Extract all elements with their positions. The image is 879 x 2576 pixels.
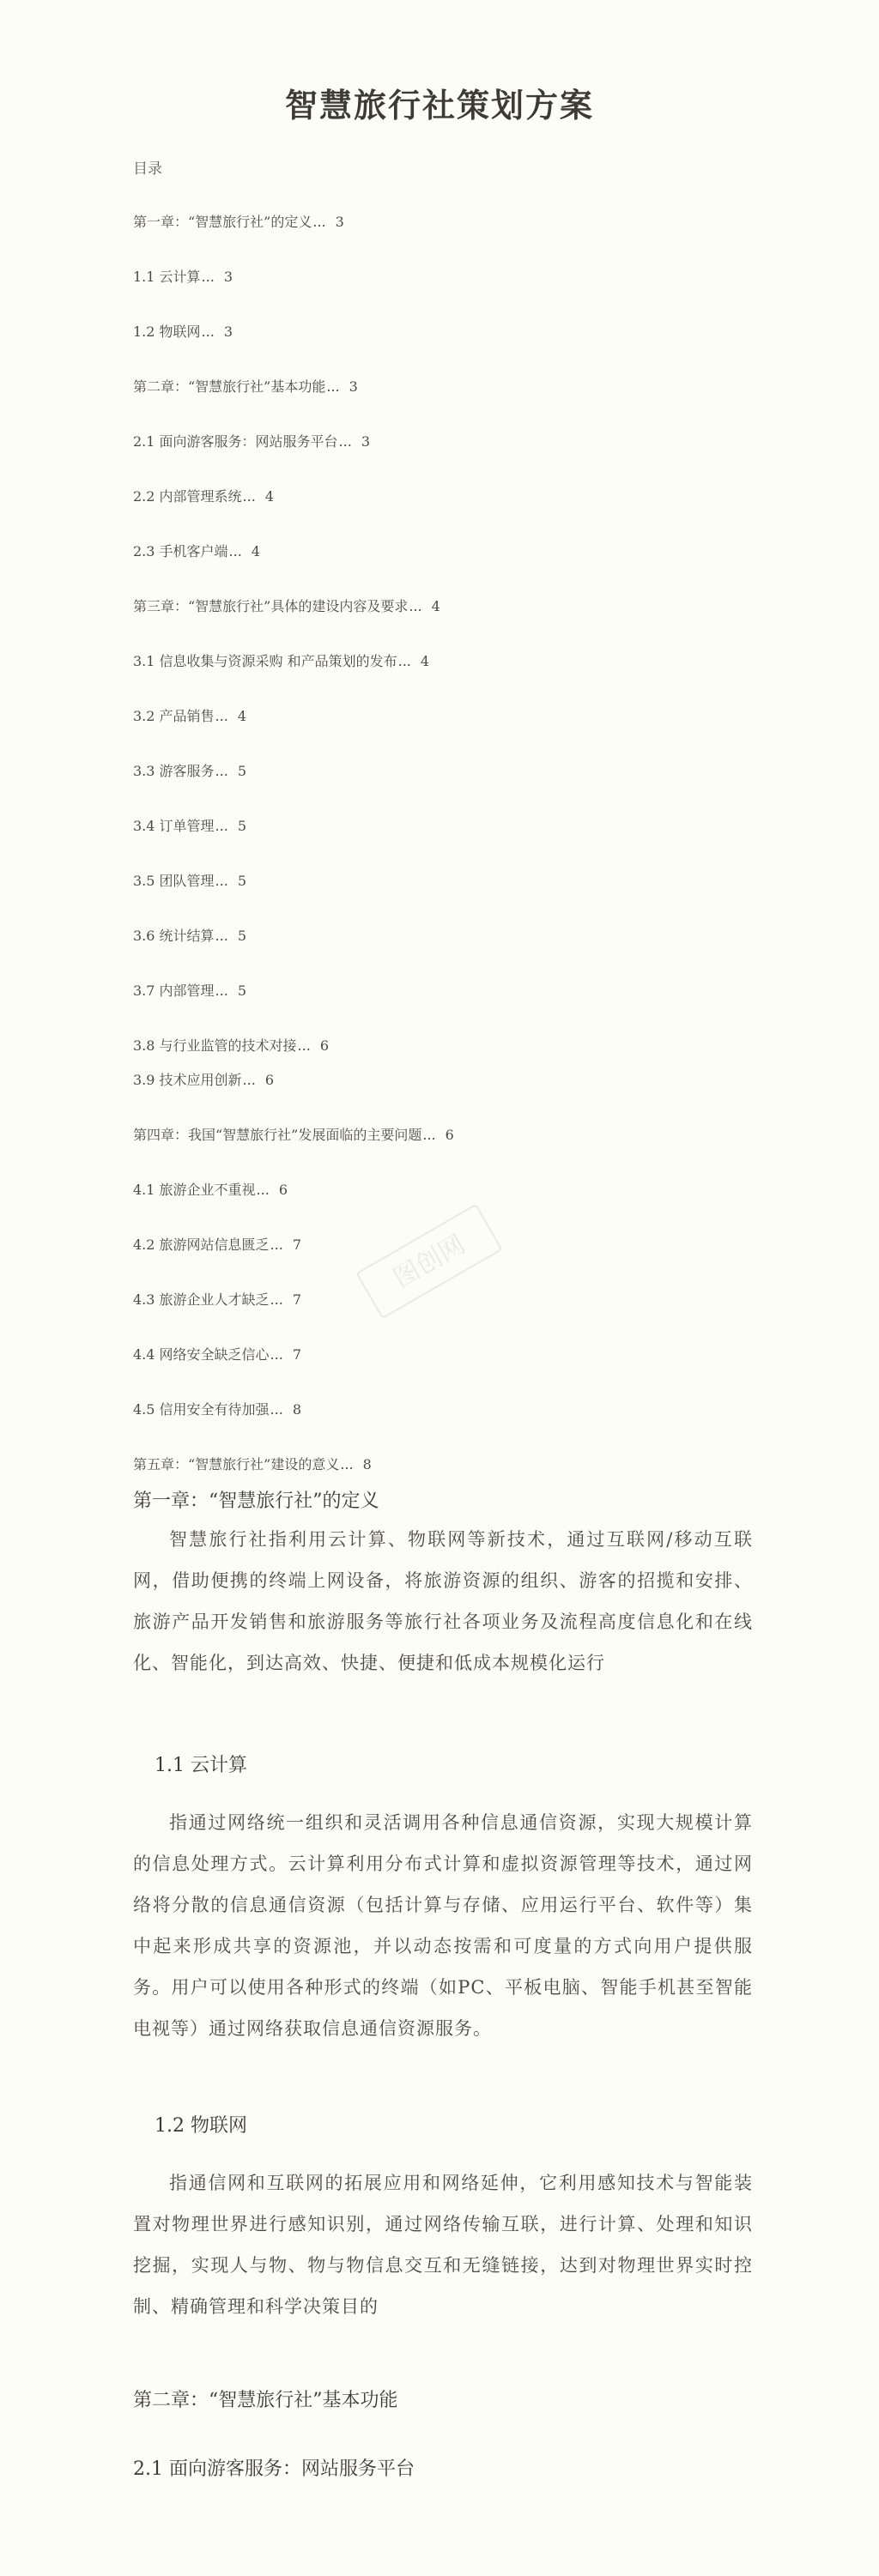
toc-dots: ... xyxy=(270,1401,283,1418)
toc-entry-label: 3.3 游客服务 xyxy=(133,763,215,779)
toc-entry-label: 3.2 产品销售 xyxy=(133,708,215,724)
chapter-2-heading: 第二章：“智慧旅行社”基本功能 xyxy=(133,2390,398,2411)
toc-dots: ... xyxy=(340,1456,354,1472)
toc-dots: ... xyxy=(242,1072,256,1088)
toc-dots: ... xyxy=(242,488,256,505)
toc-entry-label: 2.1 面向游客服务：网站服务平台 xyxy=(133,433,338,450)
toc-entry-4-1[interactable] xyxy=(133,1179,288,1199)
toc-entry-label: 2.2 内部管理系统 xyxy=(133,488,242,505)
chapter-1-heading: 第一章：“智慧旅行社”的定义 xyxy=(133,1491,379,1512)
toc-entry-label: 4.4 网络安全缺乏信心 xyxy=(133,1346,270,1363)
toc-entry-label: 3.1 信息收集与资源采购 和产品策划的发布 xyxy=(133,653,397,669)
toc-page-number: 5 xyxy=(237,928,246,944)
toc-entry-label: 3.6 统计结算 xyxy=(133,928,215,944)
toc-entry-label: 1.1 云计算 xyxy=(133,269,201,285)
toc-entry-ch2[interactable] xyxy=(133,376,358,396)
toc-page-number: 7 xyxy=(292,1346,301,1363)
toc-page-number: 3 xyxy=(223,269,233,285)
toc-dots: ... xyxy=(326,378,340,395)
toc-dots: ... xyxy=(270,1237,283,1253)
toc-page-number: 4 xyxy=(420,653,430,669)
toc-page-number: 3 xyxy=(361,433,370,450)
toc-dots: ... xyxy=(270,1346,283,1363)
watermark-text: 图创网 xyxy=(388,1229,470,1295)
toc-page-number: 8 xyxy=(292,1401,301,1418)
toc-entry-3-1[interactable] xyxy=(133,650,429,670)
toc-dots: ... xyxy=(215,983,228,999)
toc-label: 目录 xyxy=(133,160,162,178)
toc-entry-2-2[interactable] xyxy=(133,486,274,505)
toc-entry-label: 第三章：“智慧旅行社”具体的建设内容及要求 xyxy=(133,598,409,614)
toc-entry-3-9[interactable] xyxy=(133,1069,274,1089)
toc-entry-4-4[interactable] xyxy=(133,1344,301,1364)
section-1-2-paragraph: 指通信网和互联网的拓展应用和网络延伸，它利用感知技术与智能装置对物理世界进行感知识别，通过网络传输互联，进行计算、处理和知识挖掘，实现人与物、物与物信息交互和无缝链接，达到对物理世界实时控制、精确管理和科学决策目的 xyxy=(133,2173,753,2317)
toc-entry-3-3[interactable] xyxy=(133,760,246,780)
toc-entry-label: 4.3 旅游企业人才缺乏 xyxy=(133,1291,270,1308)
toc-page-number: 6 xyxy=(445,1127,454,1143)
toc-entry-label: 第五章：“智慧旅行社”建设的意义 xyxy=(133,1456,340,1472)
toc-entry-label: 2.3 手机客户端 xyxy=(133,543,228,559)
toc-entry-1-2[interactable] xyxy=(133,321,233,341)
toc-entry-label: 4.1 旅游企业不重视 xyxy=(133,1182,256,1198)
toc-entry-label: 第四章：我国“智慧旅行社”发展面临的主要问题 xyxy=(133,1127,422,1143)
toc-entry-4-3[interactable] xyxy=(133,1289,301,1309)
chapter-1-paragraph: 智慧旅行社指利用云计算、物联网等新技术，通过互联网/移动互联网，借助便携的终端上网设备，将旅游资源的组织、游客的招揽和安排、旅游产品开发销售和旅游服务等旅行社各项业务及流程高度信息化和在线化、智能化，到达高效、快捷、便捷和低成本规模化运行 xyxy=(133,1529,753,1673)
toc-entry-label: 3.8 与行业监管的技术对接 xyxy=(133,1037,297,1054)
toc-dots: ... xyxy=(215,763,228,779)
toc-entry-2-3[interactable] xyxy=(133,541,260,560)
toc-entry-3-8[interactable] xyxy=(133,1035,329,1055)
toc-dots: ... xyxy=(201,324,215,340)
toc-dots: ... xyxy=(215,708,228,724)
toc-entry-label: 3.9 技术应用创新 xyxy=(133,1072,242,1088)
toc-dots: ... xyxy=(228,543,242,559)
toc-entry-label: 4.2 旅游网站信息匮乏 xyxy=(133,1237,270,1253)
section-1-1-heading: 1.1 云计算 xyxy=(155,1755,247,1776)
section-2-1-heading: 2.1 面向游客服务：网站服务平台 xyxy=(133,2458,415,2480)
toc-entry-ch3[interactable] xyxy=(133,596,440,615)
toc-page-number: 4 xyxy=(431,598,440,614)
toc-dots: ... xyxy=(215,928,228,944)
toc-entry-3-5[interactable] xyxy=(133,870,246,890)
toc-entry-label: 1.2 物联网 xyxy=(133,324,201,340)
toc-dots: ... xyxy=(270,1291,283,1308)
toc-page-number: 5 xyxy=(237,818,246,834)
toc-entry-ch4[interactable] xyxy=(133,1124,454,1144)
toc-entry-4-2[interactable] xyxy=(133,1234,301,1254)
toc-entry-label: 4.5 信用安全有待加强 xyxy=(133,1401,270,1418)
toc-entry-label: 3.7 内部管理 xyxy=(133,983,215,999)
toc-entry-label: 第一章：“智慧旅行社”的定义 xyxy=(133,214,312,230)
toc-entry-ch1[interactable] xyxy=(133,211,344,231)
toc-entry-3-2[interactable] xyxy=(133,705,246,725)
toc-page-number: 5 xyxy=(237,763,246,779)
toc-dots: ... xyxy=(297,1037,311,1054)
toc-page-number: 7 xyxy=(292,1291,301,1308)
toc-page-number: 6 xyxy=(264,1072,274,1088)
toc-dots: ... xyxy=(201,269,215,285)
toc-dots: ... xyxy=(215,873,228,889)
toc-entry-3-6[interactable] xyxy=(133,925,246,945)
toc-page-number: 4 xyxy=(237,708,246,724)
toc-entry-label: 3.4 订单管理 xyxy=(133,818,215,834)
toc-entry-3-7[interactable] xyxy=(133,980,246,1000)
section-1-2-heading: 1.2 物联网 xyxy=(155,2115,247,2137)
watermark-logo xyxy=(326,1184,532,1339)
toc-page-number: 4 xyxy=(264,488,274,505)
toc-page-number: 4 xyxy=(251,543,260,559)
toc-entry-3-4[interactable] xyxy=(133,815,246,835)
document-title: 智慧旅行社策划方案 xyxy=(284,86,594,124)
toc-dots: ... xyxy=(338,433,352,450)
toc-dots: ... xyxy=(422,1127,436,1143)
toc-entry-1-1[interactable] xyxy=(133,266,233,286)
toc-page-number: 6 xyxy=(278,1182,288,1198)
toc-dots: ... xyxy=(256,1182,270,1198)
toc-page-number: 5 xyxy=(237,873,246,889)
toc-page-number: 3 xyxy=(335,214,344,230)
toc-dots: ... xyxy=(312,214,326,230)
toc-page-number: 7 xyxy=(292,1237,301,1253)
toc-page-number: 3 xyxy=(349,378,358,395)
toc-page-number: 6 xyxy=(319,1037,329,1054)
toc-page-number: 8 xyxy=(362,1456,372,1472)
section-1-1-paragraph: 指通过网络统一组织和灵活调用各种信息通信资源，实现大规模计算的信息处理方式。云计算利用分布式计算和虚拟资源管理等技术，通过网络将分散的信息通信资源（包括计算与存储、应用运行平台、软件等）集中起来形成共享的资源池，并以动态按需和可度量的方式向用户提供服务。用户可以使用各种形式的终端（如PC、平板电脑、智能手机甚至智能电视等）通过网络获取信息通信资源服务。 xyxy=(133,1812,753,2039)
toc-entry-4-5[interactable] xyxy=(133,1399,301,1418)
toc-dots: ... xyxy=(397,653,411,669)
toc-dots: ... xyxy=(215,818,228,834)
toc-page-number: 5 xyxy=(237,983,246,999)
toc-page-number: 3 xyxy=(223,324,233,340)
toc-entry-ch5[interactable] xyxy=(133,1454,372,1473)
toc-entry-2-1[interactable] xyxy=(133,431,370,450)
toc-entry-label: 第二章：“智慧旅行社”基本功能 xyxy=(133,378,326,395)
toc-entry-label: 3.5 团队管理 xyxy=(133,873,215,889)
toc-dots: ... xyxy=(409,598,422,614)
